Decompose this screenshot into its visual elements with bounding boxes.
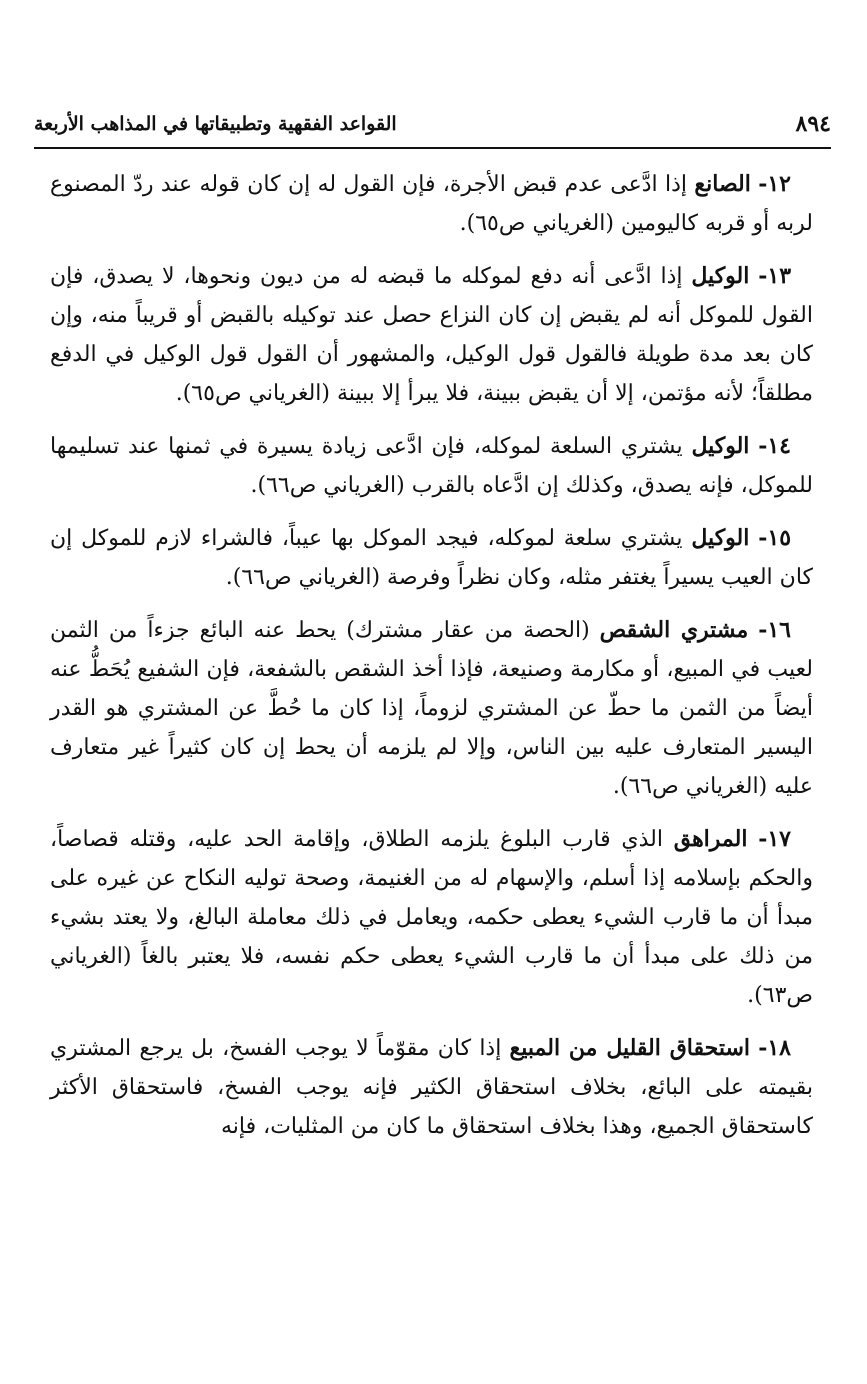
entry-heading: الصانع [694,171,751,197]
header-divider [34,147,831,149]
entry-number: ١٦- [758,617,791,643]
entry-12 [50,165,813,243]
page-header [34,104,831,144]
running-title: القواعد الفقهية وتطبيقاتها في المذاهب الأربعة [34,113,397,135]
entry-number: ١٢- [758,171,791,197]
page-number: ٨٩٤ [795,111,831,137]
entry-heading: الوكيل [691,263,750,289]
entry-text: يشتري السلعة لموكله، فإن ادَّعى زيادة يسيرة في ثمنها عند تسليمها للموكل، فإنه يصدق، وكذلك إن ادَّعاه بالقرب (الغرياني ص٦٦). [50,434,813,498]
entry-text: يشتري سلعة لموكله، فيجد الموكل بها عيباً، فالشراء لازم للموكل إن كان العيب يسيراً يغتفر مثله، وكان نظراً وفرصة (الغرياني ص٦٦). [50,526,813,590]
entry-18 [50,1029,813,1146]
entry-16 [50,611,813,806]
entry-number: ١٨- [758,1035,791,1061]
entry-13 [50,257,813,413]
entry-14 [50,427,813,505]
entry-17 [50,820,813,1015]
entry-text: (الحصة من عقار مشترك) يحط عنه البائع جزءاً من الثمن لعيب في المبيع، أو مكارمة وصنيعة، فإذا أخذ الشقص بالشفعة، فإن الشفيع يُحَطُّ عنه أيضاً من الثمن ما حطّ عن المشتري لزوماً، إذا كان ما حُطَّ عن المشتري هو القدر اليسير المتعارف عليه بين الناس، وإلا لم يلزمه أن يحط إن كان كثيراً غير متعارف عليه (الغرياني ص٦٦). [50,618,813,799]
entry-text: إذا ادَّعى أنه دفع لموكله ما قبضه له من ديون ونحوها، لا يصدق، فإن القول للموكل أنه لم يقبض إن كان النزاع حصل عند توكيله بالقبض أو قريباً منه، وإن كان بعد مدة طويلة فالقول قول الوكيل، والمشهور أن القول قول الوكيل في الدفع مطلقاً؛ لأنه مؤتمن، إلا أن يقبض ببينة، فلا يبرأ إلا ببينة (الغرياني ص٦٥). [50,264,813,406]
entry-number: ١٥- [758,525,792,551]
entry-text: إذا ادَّعى عدم قبض الأجرة، فإن القول له إن كان قوله عند ردّ المصنوع لربه أو قربه كاليومين (الغرياني ص٦٥). [50,172,813,236]
entry-heading: مشتري الشقص [599,617,749,643]
entry-heading: الوكيل [691,433,750,459]
entry-number: ١٧- [758,826,791,852]
entry-heading: استحقاق القليل من المبيع [509,1035,751,1061]
entry-heading: الوكيل [691,525,750,551]
entry-number: ١٣- [758,263,792,289]
page-body [50,165,813,1160]
entry-heading: المراهق [673,826,748,852]
entry-text: إذا كان مقوّماً لا يوجب الفسخ، بل يرجع المشتري بقيمته على البائع، بخلاف استحقاق الكثير فإنه يوجب الفسخ، فاستحقاق الأكثر كاستحقاق الجميع، وهذا بخلاف استحقاق ما كان من المثليات، فإنه [50,1036,813,1139]
entry-number: ١٤- [758,433,791,459]
entry-text: الذي قارب البلوغ يلزمه الطلاق، وإقامة الحد عليه، وقتله قصاصاً، والحكم بإسلامه إذا أسلم، والإسهام له من الغنيمة، وصحة توليه النكاح عن غيره على مبدأ أن ما قارب الشيء يعطى حكمه، ويعامل في ذلك معاملة البالغ، ولا يعتد بشيء من ذلك على مبدأ أن ما قارب الشيء يعطى حكم نفسه، فلا يعتبر بالغاً (الغرياني ص٦٣). [50,827,813,1008]
entry-15 [50,519,813,597]
